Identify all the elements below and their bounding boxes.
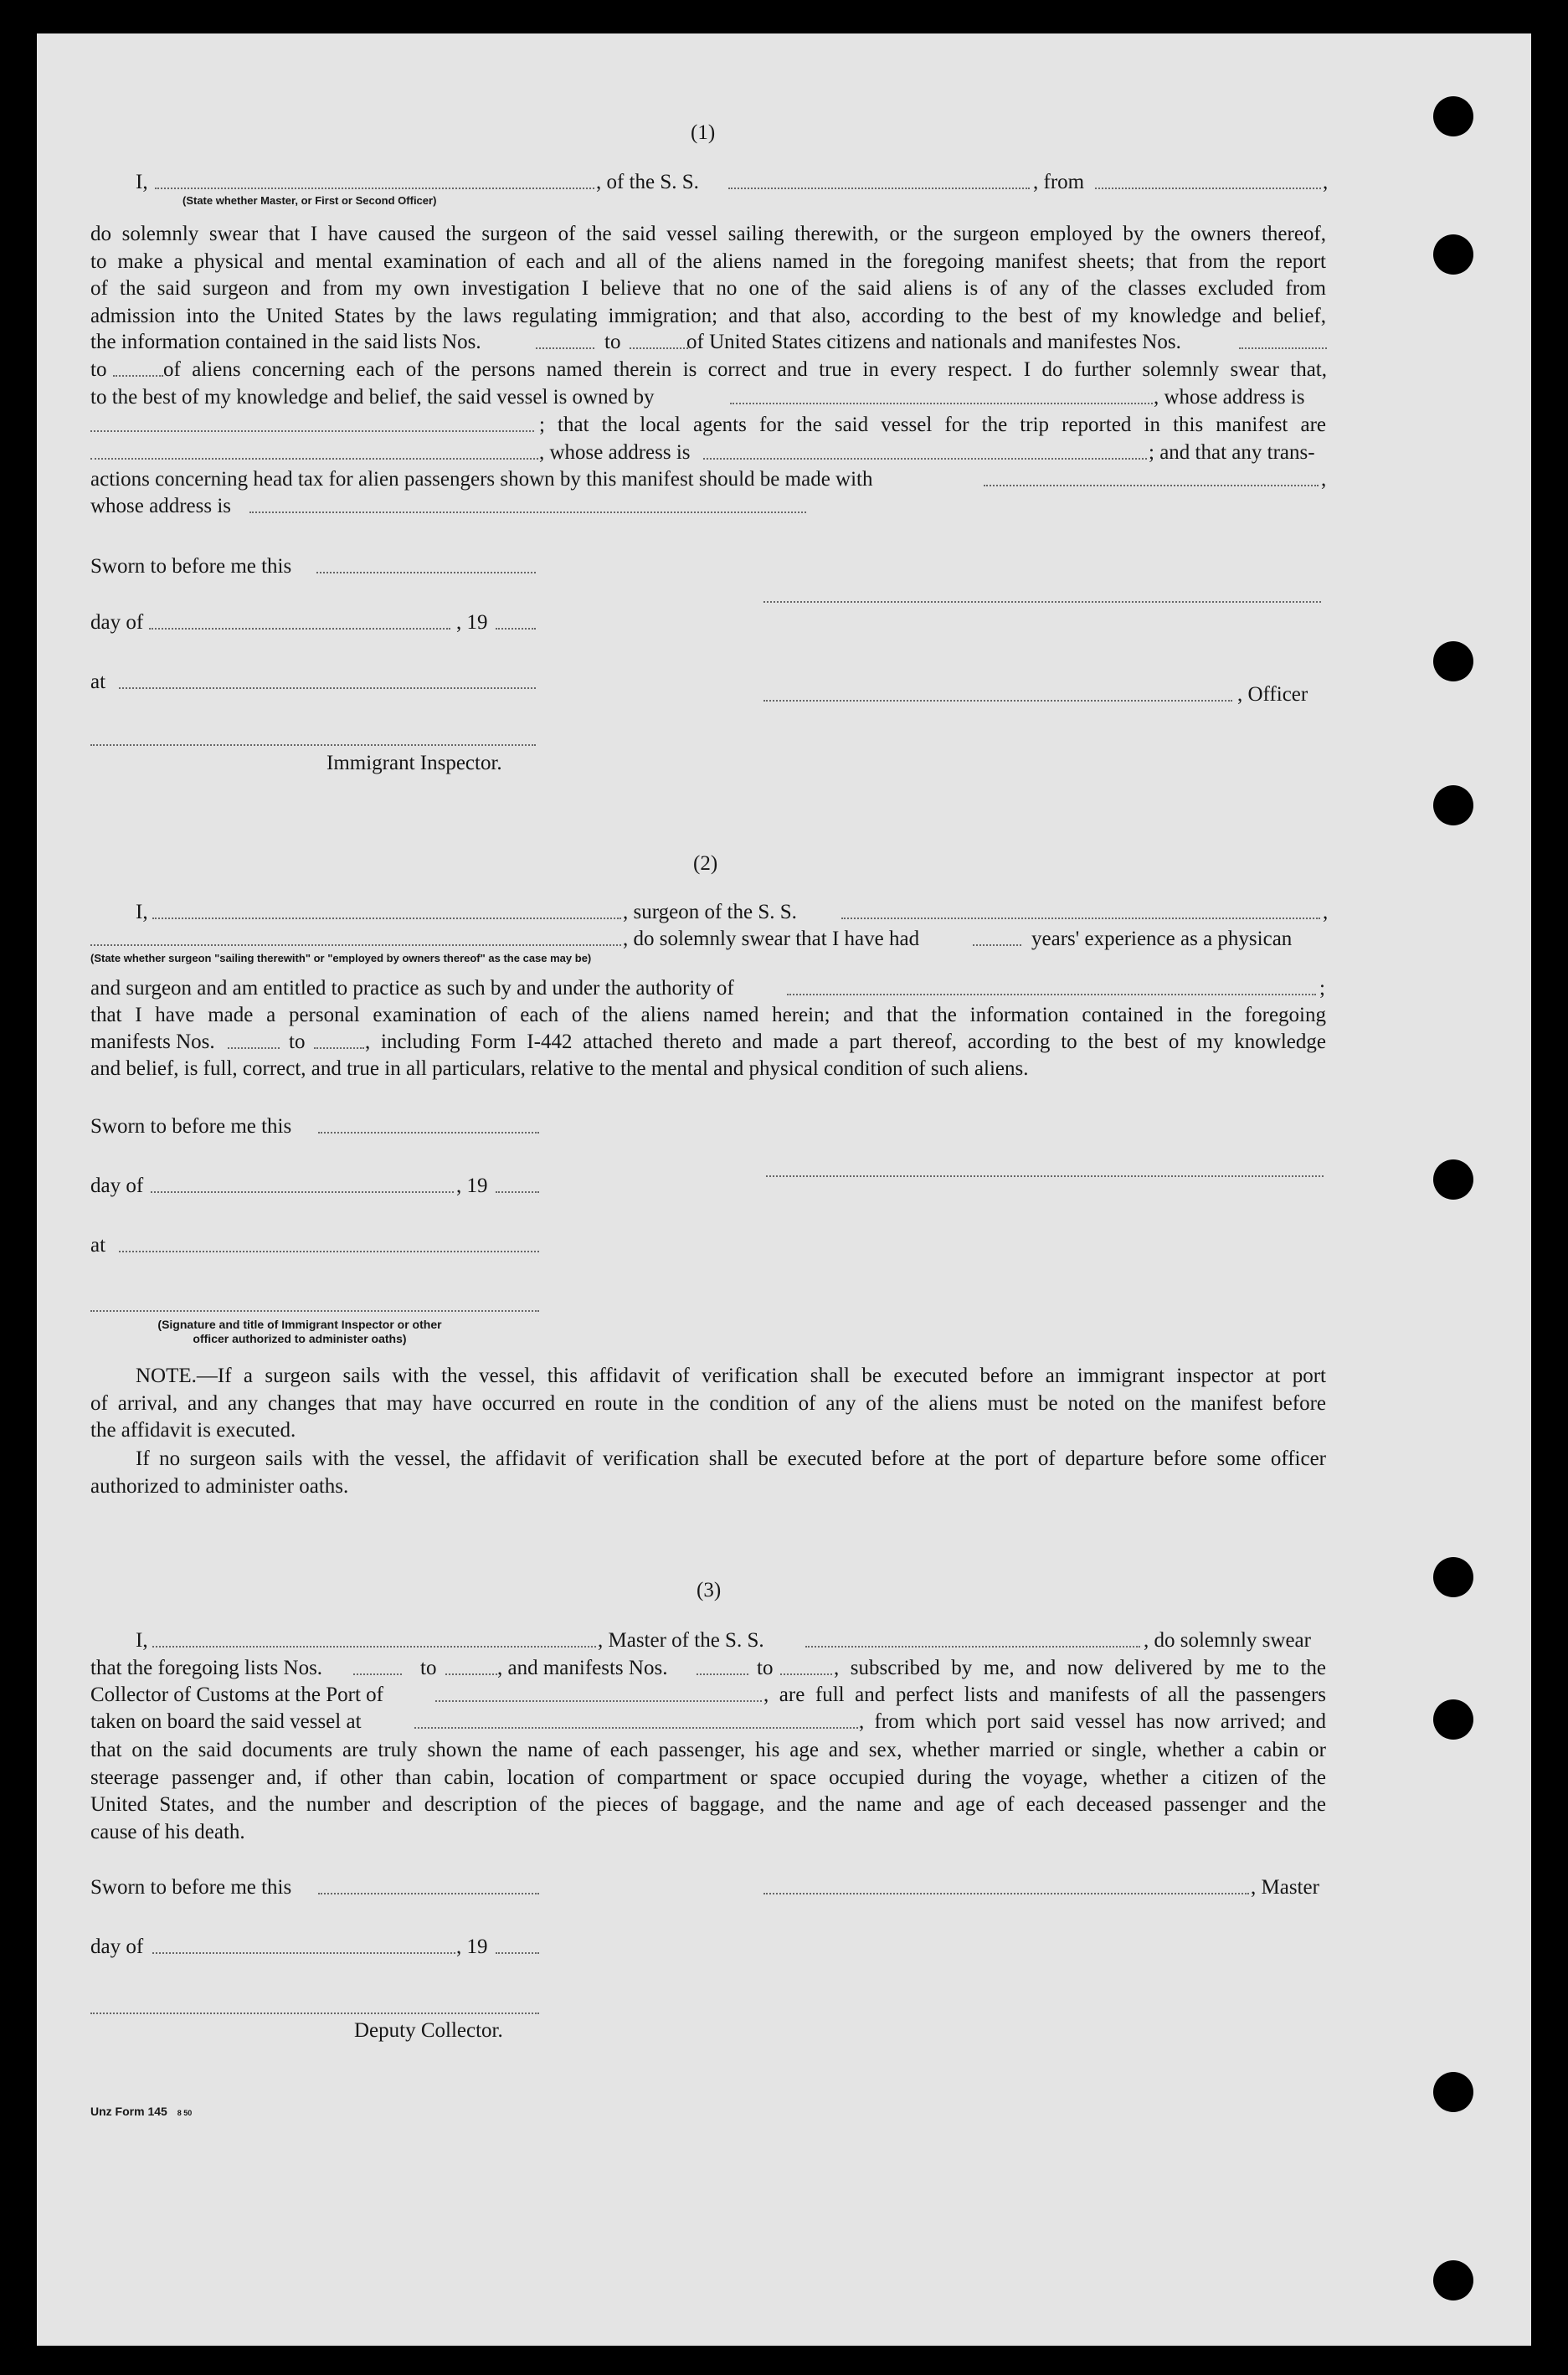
administering-officer-signature-field[interactable] [90, 1310, 539, 1312]
section-3-number: (3) [697, 1579, 722, 1601]
foregoing-lists-label: that the foregoing lists Nos. [90, 1657, 323, 1679]
agents-address-label: , whose address is [539, 441, 691, 464]
sworn-day-field-1[interactable] [316, 572, 536, 573]
note-line: the affidavit is executed. [90, 1419, 296, 1442]
year-label-3: , 19 [456, 1935, 488, 1958]
note-paragraph [90, 1363, 1326, 1445]
signature-note-line: officer authorized to administer oaths) [193, 1332, 407, 1345]
solemnly-label: , do solemnly swear that I have had [623, 928, 920, 950]
oath-line: do solemnly swear that I have caused the surgeon of the said vessel sailing therewith, or the surgeon employed by the owners thereof, [90, 223, 1326, 245]
personal-examination-text: that I have made a personal examination of each of the aliens named herein; and that the information contained in the foregoing [90, 1004, 1326, 1026]
section-2-semicolon: ; [1319, 977, 1325, 1000]
sworn-place-field-1[interactable] [119, 687, 536, 689]
from-port-field[interactable] [1095, 188, 1321, 189]
sworn-month-field-2[interactable] [151, 1191, 454, 1193]
alien-manifests-to-field[interactable] [113, 375, 163, 377]
binder-hole [1433, 1557, 1473, 1597]
taken-on-board-label: taken on board the said vessel at [90, 1710, 362, 1733]
day-of-label-1: day of [90, 611, 144, 634]
officer-title-field[interactable] [763, 700, 1232, 702]
belief-text: and belief, is full, correct, and true in all particulars, relative to the mental and physical condition of such aliens. [90, 1057, 1029, 1080]
section-3-text [90, 1737, 1326, 1846]
citizen-list-from-field[interactable] [536, 347, 594, 349]
citizens-manifests-label: of United States citizens and nationals and manifestes Nos. [686, 331, 1181, 353]
whose-address-label: whose address is [90, 495, 232, 517]
alien-manifests-from-field[interactable] [1239, 347, 1327, 349]
arrived-label: , from which port said vessel has now arrived; and [859, 1710, 1326, 1733]
years-experience-label: years' experience as a physican [1031, 928, 1293, 950]
port-field[interactable] [435, 1700, 762, 1702]
binder-hole [1433, 641, 1473, 681]
authority-label: and surgeon and am entitled to practice as such by and under the authority of [90, 977, 734, 1000]
year-label-1: , 19 [456, 611, 488, 634]
surgeon-name-field[interactable] [152, 918, 621, 919]
lists-to-label: to [420, 1657, 437, 1679]
binder-hole [1433, 785, 1473, 825]
years-experience-field[interactable] [973, 944, 1021, 946]
full-perfect-label: , are full and perfect lists and manifests of all the passengers [763, 1684, 1326, 1706]
inspector-signature-field[interactable] [90, 744, 536, 746]
binder-hole [1433, 1159, 1473, 1200]
sworn-day-field-2[interactable] [318, 1132, 539, 1134]
including-form-label: , including Form I-442 attached thereto and made a part thereof, according to the best of my knowledge [365, 1031, 1326, 1053]
info-to-label: to [604, 331, 621, 353]
note-line: of arrival, and any changes that may have occurred en route in the condition of any of the aliens must be noted on the manifest before [90, 1391, 1326, 1415]
oath-line: that on the said documents are truly shown the name of each passenger, his age and sex, whether married or single, whether a cabin or [90, 1739, 1326, 1761]
sworn-label-3: Sworn to before me this [90, 1876, 292, 1899]
from-label: , from [1033, 171, 1085, 193]
section-1-oath-text [90, 221, 1326, 330]
master-vessel-field[interactable] [805, 1646, 1140, 1648]
surgeon-signature-field[interactable] [766, 1175, 1324, 1177]
sworn-day-field-3[interactable] [318, 1893, 539, 1894]
manifests-to-field[interactable] [314, 1047, 364, 1049]
at-label-2: at [90, 1234, 106, 1257]
and-manifests-label: , and manifests Nos. [497, 1657, 668, 1679]
year-label-2: , 19 [456, 1175, 488, 1197]
section-2-number: (2) [693, 852, 718, 875]
officer-name-field[interactable] [155, 188, 594, 189]
section-3-i-label: I, [136, 1629, 148, 1652]
officer-rank-note: (State whether Master, or First or Second Officer) [183, 194, 437, 207]
manifests-from-field[interactable] [228, 1047, 280, 1049]
aliens-label: of aliens concerning each of the persons named therein is correct and true in every respect. I do further solemnly swear that, [163, 358, 1327, 381]
section-1-comma-2: , [1321, 468, 1327, 491]
oath-line: admission into the United States by the laws regulating immigration; and that also, according to the best of my knowledge and belief, [90, 304, 1326, 327]
form-date: 8 50 [177, 2109, 193, 2117]
master-of-label: , Master of the S. S. [598, 1629, 764, 1652]
vessel-name-field[interactable] [728, 188, 1030, 189]
head-tax-label: actions concerning head tax for alien passengers shown by this manifest should be made with [90, 468, 873, 491]
officer-signature-field[interactable] [763, 601, 1321, 603]
oath-line: steerage passenger and, if other than cabin, location of compartment or space occupied during the voyage, whether a citizen of the [90, 1766, 1326, 1789]
owner-field[interactable] [730, 403, 1153, 404]
officer-label: , Officer [1237, 683, 1308, 706]
binder-hole [1433, 96, 1473, 136]
local-agents-label: ; that the local agents for the said vessel for the trip reported in this manifest are [539, 414, 1326, 436]
collector-label: Collector of Customs at the Port of [90, 1684, 383, 1706]
note-line: authorized to administer oaths. [90, 1474, 349, 1498]
section-1-comma: , [1323, 171, 1329, 193]
day-of-label-3: day of [90, 1935, 144, 1958]
lists-from-field[interactable] [353, 1673, 402, 1675]
deputy-signature-field[interactable] [90, 2013, 539, 2014]
subscribed-label: , subscribed by me, and now delivered by me to the [834, 1657, 1326, 1679]
binder-hole [1433, 2260, 1473, 2300]
oath-line: United States, and the number and description of the pieces of baggage, and the name and age of each deceased passenger and the [90, 1793, 1326, 1817]
master-name-field[interactable] [152, 1646, 596, 1648]
sworn-year-field-2[interactable] [496, 1191, 539, 1193]
owned-by-label: to the best of my knowledge and belief, the said vessel is owned by [90, 386, 655, 409]
master-signature-field[interactable] [763, 1893, 1249, 1894]
section-2-i-label: I, [136, 901, 148, 923]
citizen-list-to-field[interactable] [630, 347, 688, 349]
oath-line: of the said surgeon and from my own investigation I believe that no one of the said aliens is of any of the classes excluded from [90, 277, 1326, 301]
of-ss-label: , of the S. S. [596, 171, 699, 193]
form-number: Unz Form 145 [90, 2105, 167, 2118]
note-line: If no surgeon sails with the vessel, the affidavit of verification shall be executed before at the port of departure before some officer [136, 1447, 1326, 1470]
form-id [90, 2105, 192, 2118]
lists-to-field[interactable] [445, 1673, 497, 1675]
info-label: the information contained in the said lists Nos. [90, 331, 481, 353]
do-swear-label: , do solemnly swear [1144, 1629, 1311, 1652]
surgeon-status-field[interactable] [90, 944, 621, 946]
note-line: NOTE.—If a surgeon sails with the vessel, this affidavit of verification shall be executed before an immigrant inspector at port [136, 1365, 1326, 1387]
note-2-paragraph [90, 1446, 1326, 1500]
manifests-label: manifests Nos. [90, 1031, 215, 1053]
manifests-3-to-label: to [757, 1657, 774, 1679]
to-label: to [90, 358, 107, 381]
any-trans-label: ; and that any trans- [1149, 441, 1315, 464]
head-tax-party-field[interactable] [984, 485, 1319, 486]
deputy-collector-label: Deputy Collector. [354, 2019, 503, 2042]
manifests-3-to-field[interactable] [780, 1673, 832, 1675]
sworn-year-field-1[interactable] [496, 628, 536, 630]
immigrant-inspector-label: Immigrant Inspector. [326, 752, 502, 774]
manifests-to-label: to [289, 1031, 306, 1053]
surgeon-status-note: (State whether surgeon "sailing therewith" or "employed by owners thereof" as the case may be) [90, 952, 592, 964]
oath-line: cause of his death. [90, 1820, 245, 1843]
manifests-3-from-field[interactable] [697, 1673, 748, 1675]
surgeon-vessel-field[interactable] [841, 918, 1320, 919]
day-of-label-2: day of [90, 1175, 144, 1197]
signature-title-note [90, 1318, 509, 1346]
binder-hole [1433, 2072, 1473, 2112]
sworn-year-field-3[interactable] [496, 1952, 539, 1954]
binder-hole [1433, 1699, 1473, 1740]
agents-address-field[interactable] [703, 458, 1147, 460]
signature-note-line: (Signature and title of Immigrant Inspector or other [157, 1318, 442, 1331]
owner-address-field[interactable] [90, 430, 534, 432]
local-agents-field[interactable] [90, 458, 538, 460]
sworn-label-1: Sworn to before me this [90, 555, 292, 578]
section-2-comma: , [1323, 901, 1329, 923]
authority-field[interactable] [787, 994, 1316, 995]
owner-address-label: , whose address is [1154, 386, 1305, 409]
head-tax-address-field[interactable] [249, 511, 806, 513]
sworn-label-2: Sworn to before me this [90, 1115, 292, 1138]
boarding-port-field[interactable] [414, 1727, 858, 1729]
at-label-1: at [90, 671, 106, 693]
sworn-month-field-1[interactable] [149, 628, 450, 630]
master-label: , Master [1251, 1876, 1319, 1899]
surgeon-of-label: , surgeon of the S. S. [623, 901, 797, 923]
section-1-i-label: I, [136, 171, 148, 193]
sworn-place-field-2[interactable] [119, 1251, 539, 1252]
binder-hole [1433, 234, 1473, 275]
sworn-month-field-3[interactable] [152, 1952, 455, 1954]
oath-line: to make a physical and mental examination of each and all of the aliens named in the foregoing manifest sheets; that from the report [90, 249, 1326, 273]
section-1-number: (1) [691, 121, 716, 144]
